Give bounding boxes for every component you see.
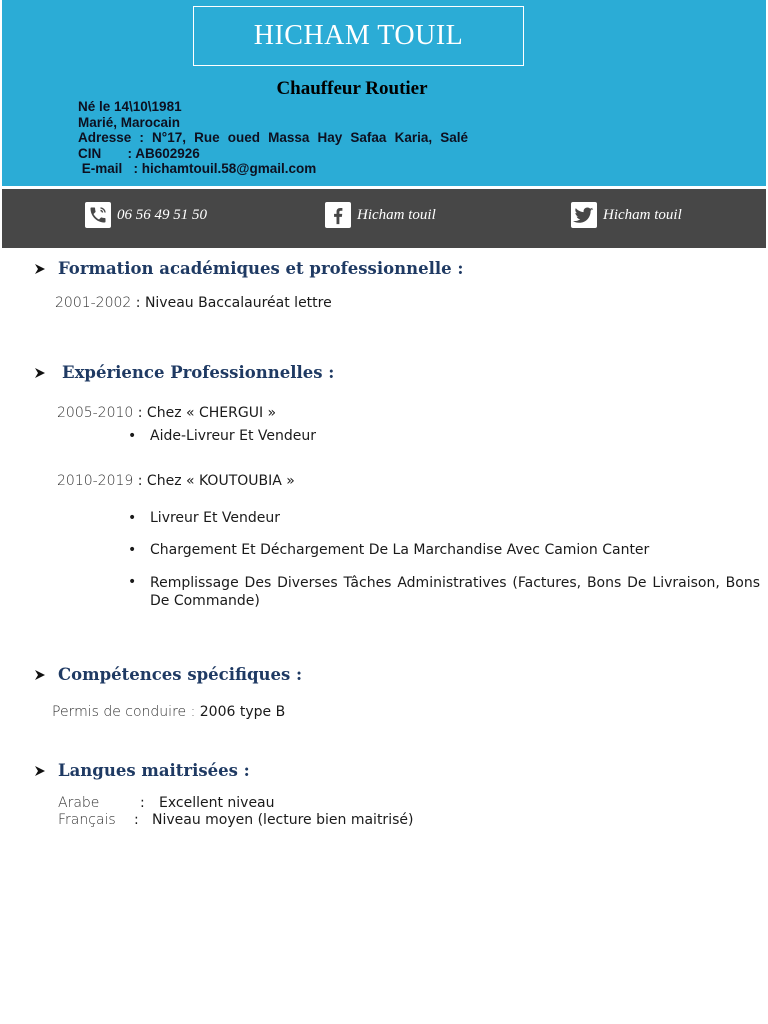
contact-phone	[85, 202, 207, 228]
bullet-dot: •	[128, 542, 137, 558]
job1-header	[57, 405, 276, 421]
contact-twitter	[571, 202, 682, 228]
job1-task-1: Aide-Livreur Et Vendeur	[150, 428, 317, 444]
section-title-experience: Expérience Professionnelles :	[62, 363, 335, 382]
formation-value: Niveau Baccalauréat lettre	[144, 295, 332, 311]
section-title-formation: Formation académiques et professionnelle :	[58, 259, 464, 278]
lang1-value: Excellent niveau	[159, 795, 275, 811]
arrow-bullet-icon	[34, 263, 46, 275]
email: E-mail : hichamtouil.58@gmail.com	[78, 161, 317, 176]
formation-years: 2001-2002	[55, 295, 132, 311]
phone-icon	[85, 202, 111, 228]
arrow-bullet-icon	[34, 669, 46, 681]
job1-years: 2005-2010	[57, 405, 134, 421]
competence-entry	[52, 704, 285, 720]
cin: CIN : AB602926	[78, 145, 200, 161]
birth-date: Né le 14\10\1981	[78, 99, 182, 114]
candidate-name: HICHAM TOUIL	[253, 20, 464, 51]
facebook-icon	[325, 202, 351, 228]
address: Adresse : N°17, Rue oued Massa Hay Safaa Karia, Salé	[78, 130, 468, 145]
section-title-langues: Langues maitrisées :	[58, 761, 250, 780]
job2-header	[57, 473, 295, 489]
header-banner	[2, 0, 766, 186]
competence-label: Permis de conduire :	[52, 704, 200, 720]
contact-bar	[2, 189, 766, 248]
twitter-name: Hicham touil	[603, 206, 682, 223]
personal-info	[78, 99, 468, 177]
phone-number: 06 56 49 51 50	[117, 206, 207, 223]
bullet-dot: •	[128, 510, 137, 526]
competence-value: 2006 type B	[199, 704, 286, 720]
job2-task-1: Livreur Et Vendeur	[150, 510, 281, 526]
job2-task-3: Remplissage Des Diverses Tâches Administratives (Factures, Bons De Livraison, Bons De Commande)	[150, 575, 760, 609]
job2-years: 2010-2019	[57, 473, 134, 489]
lang1-sep: :	[140, 795, 145, 811]
arrow-bullet-icon	[34, 765, 46, 777]
marital-status: Marié, Marocain	[78, 114, 181, 130]
formation-sep: :	[131, 295, 145, 311]
bullet-dot: •	[128, 574, 137, 590]
formation-entry	[55, 295, 332, 311]
bullet-dot: •	[128, 428, 137, 444]
name-box	[193, 6, 524, 66]
lang2-sep: :	[134, 812, 139, 828]
job2-task-2: Chargement Et Déchargement De La Marchandise Avec Camion Canter	[150, 542, 650, 558]
section-experience	[34, 363, 334, 382]
lang2-value: Niveau moyen (lecture bien maitrisé)	[152, 812, 414, 828]
twitter-icon	[571, 202, 597, 228]
job-title: Chauffeur Routier	[276, 78, 428, 99]
contact-facebook	[325, 202, 436, 228]
section-title-competences: Compétences spécifiques :	[58, 665, 303, 684]
section-competences	[34, 665, 302, 684]
arrow-bullet-icon	[34, 367, 46, 379]
lang2-label: Français	[58, 812, 116, 828]
section-langues	[34, 761, 250, 780]
lang1-label: Arabe	[58, 795, 100, 811]
job1-company: : Chez « CHERGUI »	[133, 405, 277, 421]
facebook-name: Hicham touil	[357, 206, 436, 223]
job2-company: : Chez « KOUTOUBIA »	[133, 473, 295, 489]
section-formation	[34, 259, 463, 278]
